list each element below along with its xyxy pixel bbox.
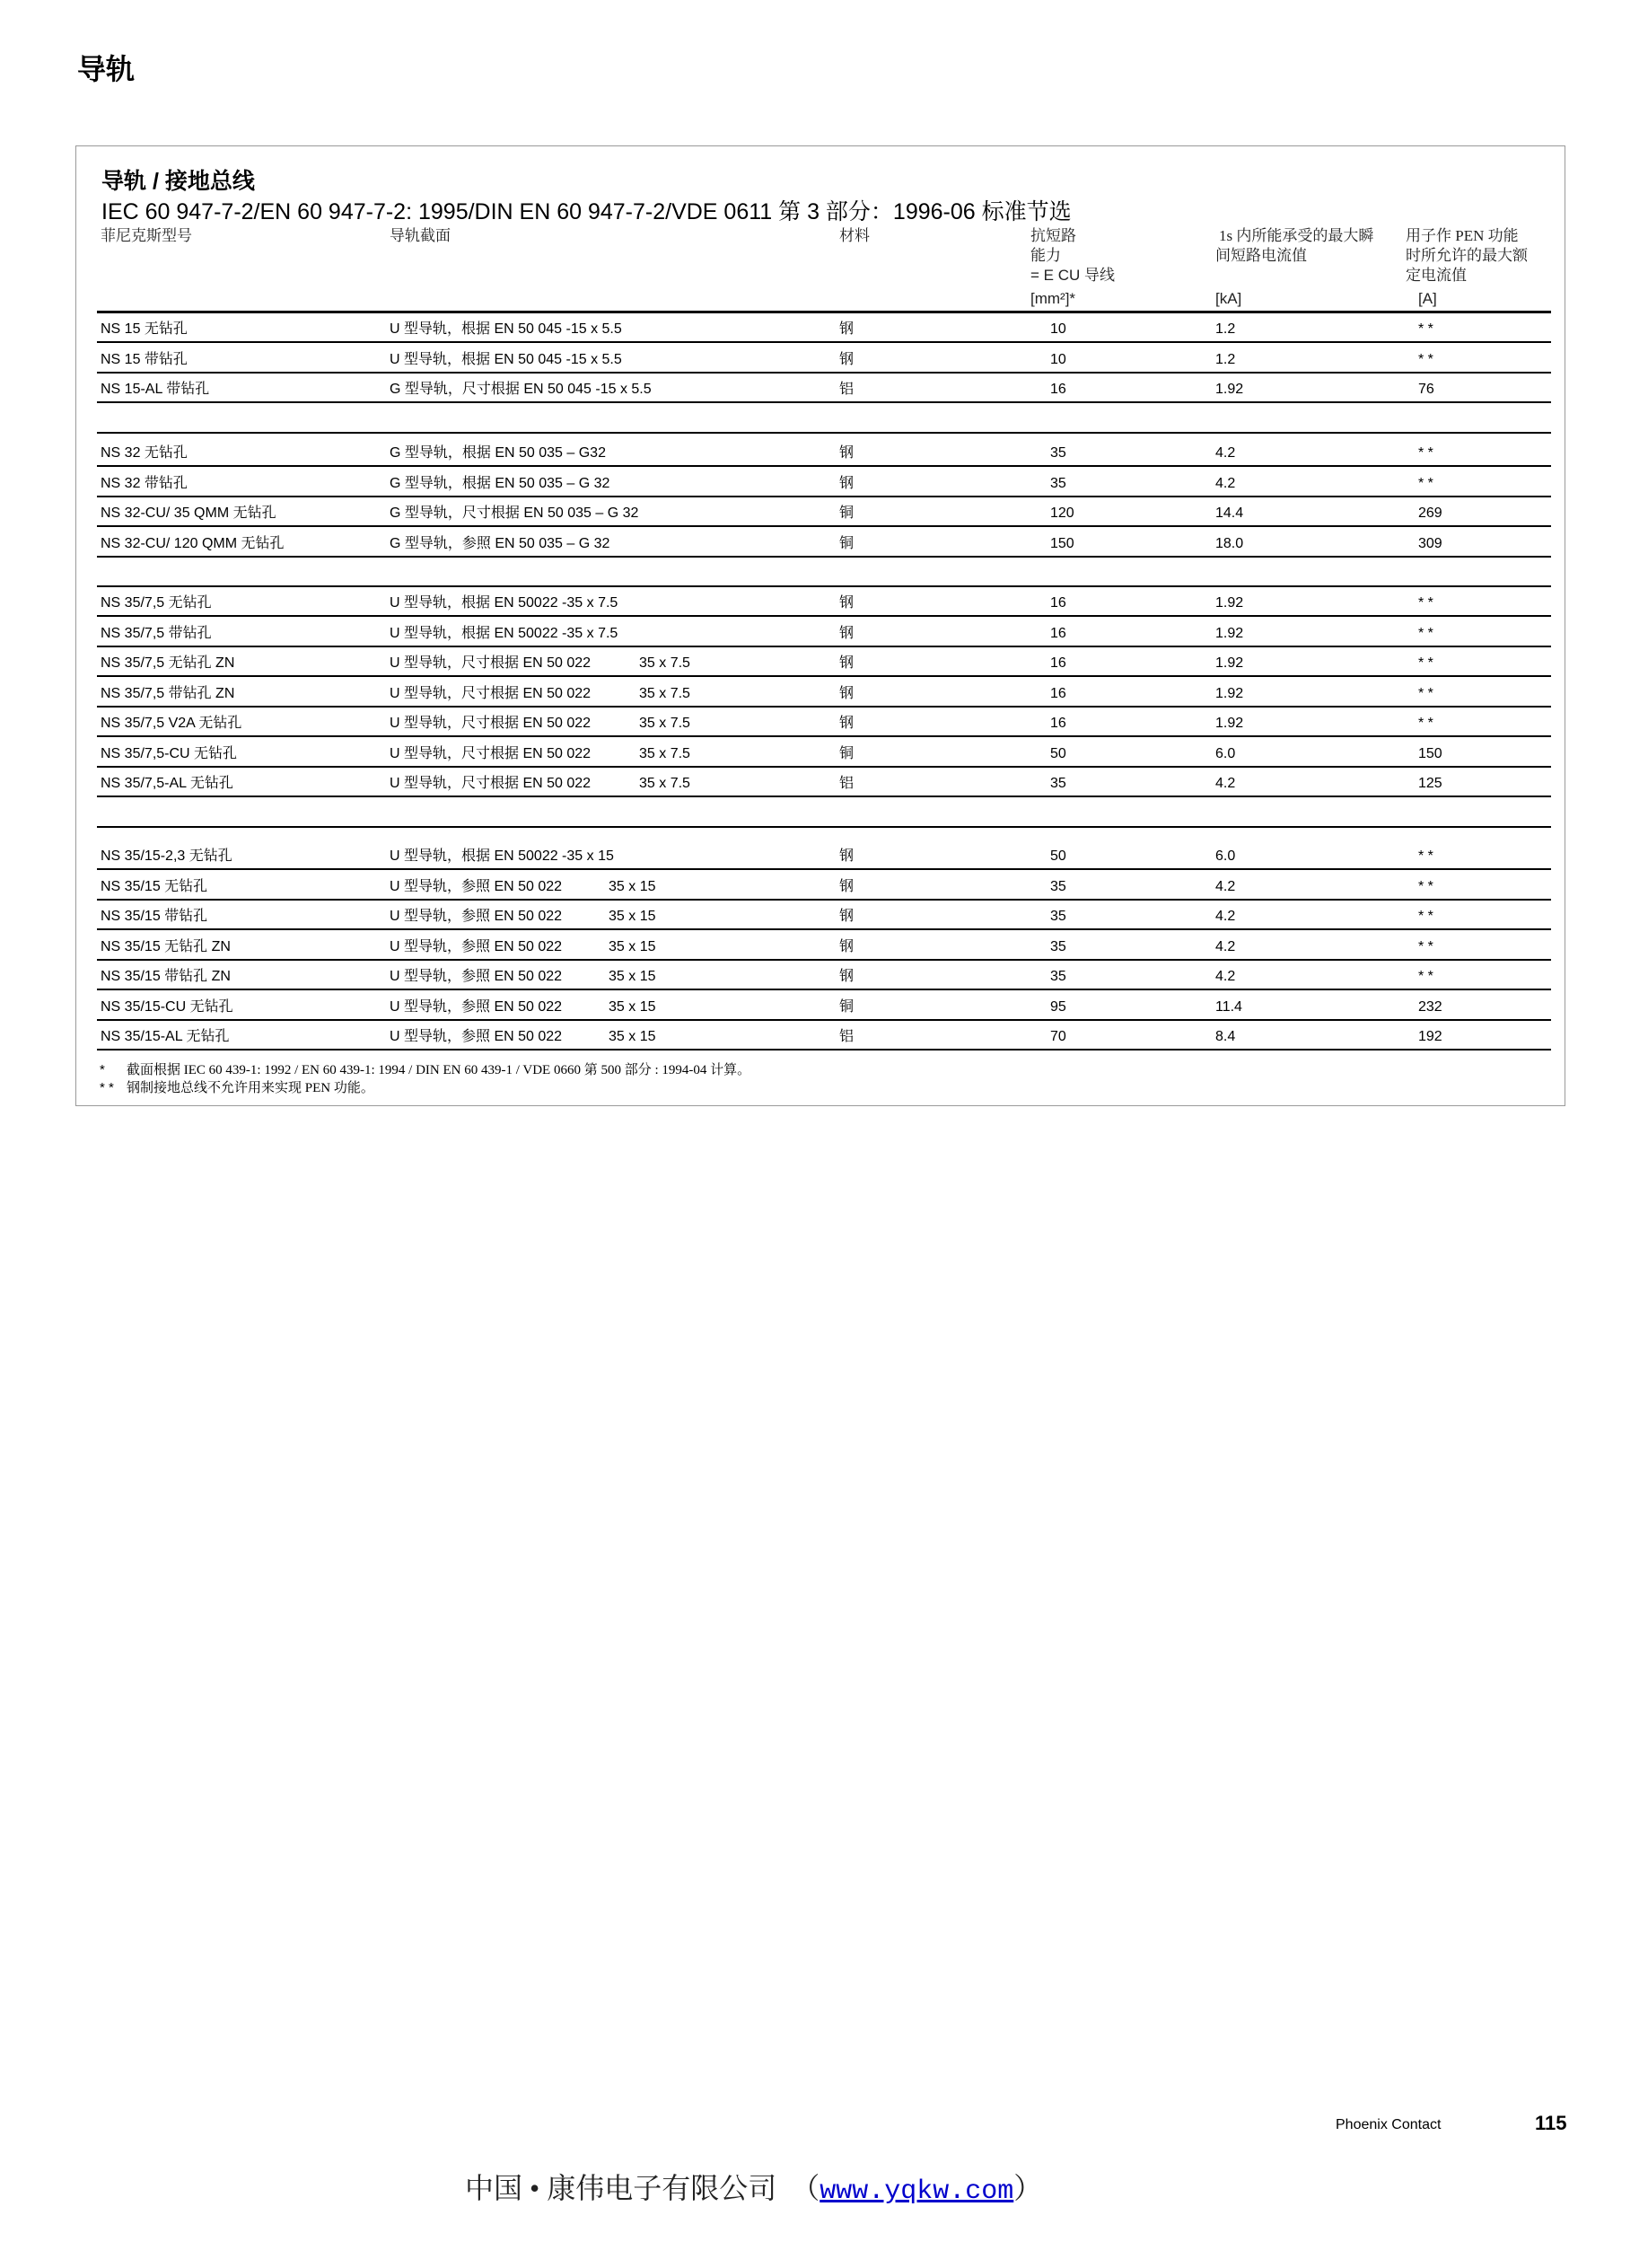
row-csa: 16: [1050, 655, 1066, 671]
row-section: U 型导轨，参照 EN 50 022: [390, 1029, 563, 1044]
row-model: NS 32-CU/ 35 QMM 无钻孔: [101, 505, 276, 521]
page-number: 115: [1535, 2112, 1567, 2134]
row-dimension: 35 x 15: [609, 969, 656, 984]
row-pen-current: * *: [1418, 351, 1433, 367]
section-subtitle: IEC 60 947-7-2/EN 60 947-7-2: 1995/DIN EN 60 947-7-2/VDE 0611 第 3 部分：1996-06 标准节选: [101, 199, 1072, 224]
row-csa: 16: [1050, 382, 1066, 397]
row-model: NS 32 无钻孔: [101, 445, 188, 461]
table-row: [97, 678, 1551, 708]
row-section: U 型导轨，参照 EN 50 022: [390, 938, 563, 954]
row-dimension: 35 x 15: [609, 938, 656, 954]
row-csa: 35: [1050, 969, 1066, 984]
header-a-line-2: 时所允许的最大额: [1406, 247, 1528, 264]
row-pen-current: * *: [1418, 909, 1433, 924]
row-section: U 型导轨，尺寸根据 EN 50 022: [390, 716, 592, 731]
row-dimension: 35 x 15: [609, 909, 656, 924]
table-row: [97, 738, 1551, 768]
row-pen-current: 232: [1418, 998, 1442, 1015]
row-material: 铝: [839, 1029, 855, 1044]
table-row: [97, 374, 1551, 403]
row-section: U 型导轨，参照 EN 50 022: [390, 998, 563, 1015]
row-ka: 4.2: [1215, 969, 1236, 984]
row-ka: 1.92: [1215, 655, 1244, 671]
credit-close: ）: [1013, 2172, 1043, 2204]
row-section: U 型导轨，根据 EN 50022 -35 x 7.5: [390, 625, 618, 641]
table-row: [97, 497, 1551, 527]
header-section: 导轨截面: [390, 227, 451, 244]
row-material: 钢: [839, 716, 855, 731]
row-csa: 50: [1050, 745, 1066, 761]
header-csa: [1030, 226, 1115, 309]
row-ka: 4.2: [1215, 938, 1236, 954]
row-dimension: 35 x 7.5: [639, 716, 690, 731]
row-section: U 型导轨，根据 EN 50022 -35 x 7.5: [390, 595, 618, 611]
row-material: 铜: [839, 745, 855, 761]
header-a-line-1: 用子作 PEN 功能: [1406, 227, 1519, 244]
row-material: 钢: [839, 655, 855, 671]
row-material: 钢: [839, 595, 855, 611]
row-pen-current: * *: [1418, 655, 1433, 671]
credit-link[interactable]: www.yqkw.com: [820, 2176, 1014, 2207]
footnote-1: [100, 1061, 750, 1079]
row-csa: 70: [1050, 1029, 1066, 1044]
row-material: 铜: [839, 998, 855, 1015]
row-material: 钢: [839, 969, 855, 984]
row-dimension: 35 x 15: [609, 878, 656, 894]
row-material: 铜: [839, 505, 855, 521]
row-model: NS 35/15-AL 无钻孔: [101, 1029, 230, 1044]
row-model: NS 35/7,5-CU 无钻孔: [101, 745, 238, 761]
row-ka: 4.2: [1215, 909, 1236, 924]
row-csa: 35: [1050, 938, 1066, 954]
row-pen-current: * *: [1418, 878, 1433, 894]
row-ka: 18.0: [1215, 535, 1244, 551]
row-material: 铝: [839, 776, 855, 791]
table-row: [97, 961, 1551, 990]
row-ka: 11.4: [1215, 998, 1242, 1015]
row-section: U 型导轨，根据 EN 50 045 -15 x 5.5: [390, 321, 622, 337]
table-row: [97, 840, 1551, 870]
row-section: G 型导轨，根据 EN 50 035 – G32: [390, 445, 606, 461]
row-section: U 型导轨，参照 EN 50 022: [390, 909, 563, 924]
row-material: 钢: [839, 938, 855, 954]
header-ka-line-1: 1s 内所能承受的最大瞬: [1219, 227, 1374, 244]
row-csa: 16: [1050, 685, 1066, 701]
row-section: U 型导轨，尺寸根据 EN 50 022: [390, 745, 592, 761]
row-model: NS 15 带钻孔: [101, 351, 188, 367]
row-csa: 10: [1050, 321, 1066, 337]
row-material: 钢: [839, 445, 855, 461]
header-ka-line-3: [kA]: [1215, 290, 1242, 307]
credit-text: 中国 • 康伟电子有限公司 （: [465, 2172, 820, 2204]
row-pen-current: * *: [1418, 445, 1433, 461]
footnote-1-text: 截面根据 IEC 60 439-1: 1992 / EN 60 439-1: 1994 / DIN EN 60 439-1 / VDE 0660 第 500 部分 : 1994-04 计算。: [127, 1063, 751, 1077]
header-csa-line-3: = E CU 导线: [1030, 267, 1115, 284]
row-ka: 1.2: [1215, 321, 1236, 337]
row-ka: 1.92: [1215, 685, 1244, 701]
header-csa-line-1: 抗短路: [1030, 227, 1076, 244]
row-dimension: 35 x 7.5: [639, 655, 690, 671]
table-row: [97, 344, 1551, 374]
row-ka: 1.92: [1215, 595, 1244, 611]
row-material: 钢: [839, 351, 855, 367]
table-row: [97, 931, 1551, 961]
row-model: NS 35/7,5 带钻孔: [101, 625, 212, 641]
row-ka: 6.0: [1215, 848, 1236, 864]
row-model: NS 35/7,5-AL 无钻孔: [101, 776, 233, 791]
row-model: NS 35/15 无钻孔: [101, 878, 208, 894]
row-ka: 1.2: [1215, 351, 1236, 367]
row-material: 钢: [839, 878, 855, 894]
credit-line: [465, 2166, 1042, 2207]
row-pen-current: 125: [1418, 776, 1442, 791]
row-pen-current: * *: [1418, 595, 1433, 611]
row-section: U 型导轨，尺寸根据 EN 50 022: [390, 685, 592, 701]
footnote-2-mark: * *: [100, 1080, 114, 1095]
row-dimension: 35 x 7.5: [639, 776, 690, 791]
row-section: U 型导轨，尺寸根据 EN 50 022: [390, 655, 592, 671]
row-model: NS 15 无钻孔: [101, 321, 188, 337]
row-section: G 型导轨，尺寸根据 EN 50 045 -15 x 5.5: [390, 382, 652, 397]
row-model: NS 35/7,5 带钻孔 ZN: [101, 685, 235, 701]
header-a: [1406, 226, 1528, 309]
row-ka: 6.0: [1215, 745, 1236, 761]
row-material: 钢: [839, 685, 855, 701]
row-model: NS 35/7,5 无钻孔 ZN: [101, 655, 235, 671]
page-heading: 导轨: [77, 53, 136, 85]
header-ka-line-2: 间短路电流值: [1215, 247, 1307, 264]
table-row: [97, 587, 1551, 617]
row-section: U 型导轨，尺寸根据 EN 50 022: [390, 776, 592, 791]
row-model: NS 35/15 带钻孔: [101, 909, 208, 924]
row-dimension: 35 x 15: [609, 1029, 656, 1044]
header-material: 材料: [839, 227, 870, 244]
row-csa: 35: [1050, 776, 1066, 791]
header-a-line-3: 定电流值: [1406, 267, 1467, 284]
row-dimension: 35 x 7.5: [639, 745, 690, 761]
row-ka: 4.2: [1215, 776, 1236, 791]
footnote-1-mark: *: [100, 1062, 105, 1077]
row-pen-current: * *: [1418, 685, 1433, 701]
row-pen-current: * *: [1418, 969, 1433, 984]
table-row: [97, 618, 1551, 647]
row-csa: 35: [1050, 878, 1066, 894]
table-row: [97, 437, 1551, 467]
table-row: [97, 647, 1551, 677]
row-pen-current: * *: [1418, 938, 1433, 954]
row-model: NS 35/15-2,3 无钻孔: [101, 848, 232, 864]
row-pen-current: * *: [1418, 321, 1433, 337]
row-ka: 4.2: [1215, 878, 1236, 894]
row-csa: 35: [1050, 475, 1066, 491]
header-ka: [1215, 226, 1373, 309]
table-row: [97, 1021, 1551, 1050]
row-ka: 1.92: [1215, 382, 1244, 397]
table-row: [97, 708, 1551, 737]
table-row: [97, 871, 1551, 901]
header-a-line-4: [A]: [1418, 290, 1437, 307]
row-pen-current: * *: [1418, 475, 1433, 491]
row-section: G 型导轨，参照 EN 50 035 – G 32: [390, 535, 610, 551]
row-ka: 1.92: [1215, 716, 1244, 731]
row-model: NS 35/7,5 无钻孔: [101, 595, 212, 611]
row-material: 钢: [839, 909, 855, 924]
row-csa: 16: [1050, 625, 1066, 641]
row-model: NS 32-CU/ 120 QMM 无钻孔: [101, 535, 285, 551]
group-separator: [97, 404, 1551, 434]
row-material: 铜: [839, 535, 855, 551]
group-separator: [97, 558, 1551, 587]
row-pen-current: * *: [1418, 848, 1433, 864]
group-separator: [97, 798, 1551, 828]
row-section: G 型导轨，尺寸根据 EN 50 035 – G 32: [390, 505, 639, 521]
row-csa: 35: [1050, 909, 1066, 924]
row-material: 钢: [839, 475, 855, 491]
row-csa: 10: [1050, 351, 1066, 367]
row-model: NS 35/15-CU 无钻孔: [101, 998, 233, 1015]
row-pen-current: * *: [1418, 625, 1433, 641]
row-section: U 型导轨，根据 EN 50022 -35 x 15: [390, 848, 614, 864]
table-row: [97, 468, 1551, 497]
row-csa: 35: [1050, 445, 1066, 461]
row-model: NS 35/15 带钻孔 ZN: [101, 969, 231, 984]
row-pen-current: 269: [1418, 505, 1442, 521]
footnote-2: [100, 1079, 750, 1097]
table-row: [97, 901, 1551, 930]
row-model: NS 32 带钻孔: [101, 475, 188, 491]
row-model: NS 15-AL 带钻孔: [101, 382, 210, 397]
row-pen-current: 150: [1418, 745, 1442, 761]
row-material: 钢: [839, 848, 855, 864]
row-material: 钢: [839, 321, 855, 337]
row-dimension: 35 x 7.5: [639, 685, 690, 701]
row-material: 铝: [839, 382, 855, 397]
row-pen-current: 76: [1418, 382, 1434, 397]
row-csa: 16: [1050, 716, 1066, 731]
header-csa-line-4: [mm²]*: [1030, 290, 1076, 307]
header-model: 菲尼克斯型号: [101, 227, 192, 244]
row-csa: 150: [1050, 535, 1074, 551]
row-ka: 8.4: [1215, 1029, 1236, 1044]
row-pen-current: * *: [1418, 716, 1433, 731]
table-row: [97, 768, 1551, 797]
row-csa: 120: [1050, 505, 1074, 521]
row-section: U 型导轨，参照 EN 50 022: [390, 969, 563, 984]
row-section: U 型导轨，根据 EN 50 045 -15 x 5.5: [390, 351, 622, 367]
row-section: G 型导轨，根据 EN 50 035 – G 32: [390, 475, 610, 491]
row-material: 钢: [839, 625, 855, 641]
footer-brand: Phoenix Contact: [1336, 2117, 1442, 2132]
row-csa: 16: [1050, 595, 1066, 611]
table-row: [97, 991, 1551, 1021]
row-ka: 1.92: [1215, 625, 1244, 641]
row-csa: 95: [1050, 998, 1066, 1015]
section-title: 导轨 / 接地总线: [101, 169, 255, 194]
row-model: NS 35/7,5 V2A 无钻孔: [101, 716, 242, 731]
row-pen-current: 192: [1418, 1029, 1442, 1044]
row-model: NS 35/15 无钻孔 ZN: [101, 938, 231, 954]
footnote-2-text: 钢制接地总线不允许用来实现 PEN 功能。: [127, 1081, 374, 1095]
header-csa-line-2: 能力: [1030, 247, 1061, 264]
row-ka: 4.2: [1215, 445, 1236, 461]
table-row: [97, 528, 1551, 558]
row-pen-current: 309: [1418, 535, 1442, 551]
row-csa: 50: [1050, 848, 1066, 864]
row-dimension: 35 x 15: [609, 998, 656, 1015]
table-row: [97, 313, 1551, 343]
footnotes: [100, 1061, 750, 1097]
row-ka: 14.4: [1215, 505, 1244, 521]
row-section: U 型导轨，参照 EN 50 022: [390, 878, 563, 894]
row-ka: 4.2: [1215, 475, 1236, 491]
